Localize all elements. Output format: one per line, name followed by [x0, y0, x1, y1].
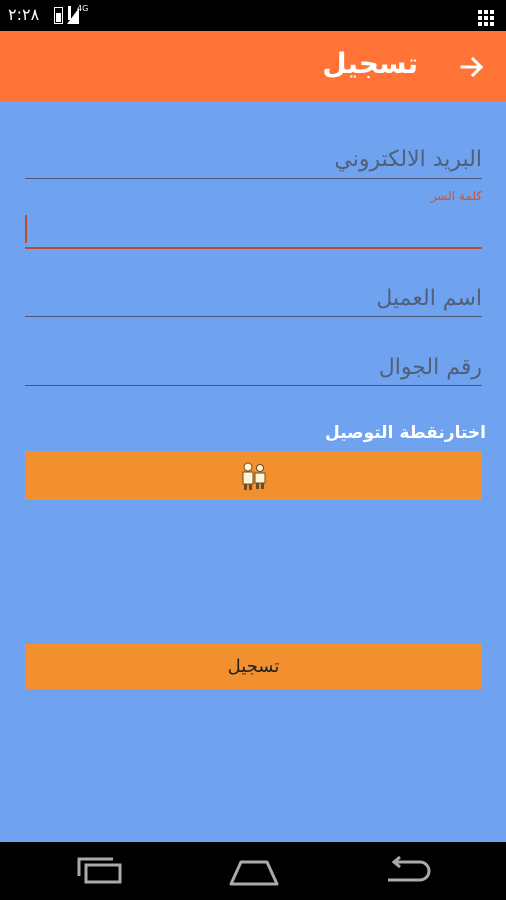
home-icon[interactable] [228, 854, 280, 888]
text-cursor [25, 215, 27, 243]
arrow-forward-icon[interactable] [456, 51, 488, 83]
customer-name-field[interactable] [25, 278, 482, 320]
navigation-bar [0, 842, 506, 900]
signal-icon [67, 4, 89, 24]
email-field[interactable] [25, 139, 482, 181]
registration-form [0, 101, 506, 842]
status-bar [0, 0, 506, 31]
email-placeholder: البريد الالكتروني [334, 147, 482, 172]
battery-icon [54, 7, 63, 24]
customer-name-underline [25, 316, 482, 317]
people-icon [239, 461, 269, 491]
page-title: تسجيل [322, 47, 418, 80]
overflow-menu-icon[interactable] [478, 10, 494, 26]
mobile-underline [25, 385, 482, 386]
delivery-point-label: اختارنقطة التوصيل [325, 423, 486, 443]
email-underline [25, 178, 482, 179]
status-time: ٢:٢٨ [8, 5, 40, 24]
pick-delivery-point-button[interactable] [25, 451, 482, 500]
back-icon[interactable] [382, 854, 434, 888]
customer-name-placeholder: اسم العميل [376, 286, 482, 311]
status-icons [54, 4, 89, 24]
recent-apps-icon[interactable] [74, 854, 126, 888]
register-button[interactable]: تسجيل [25, 644, 482, 689]
password-field[interactable] [25, 247, 482, 249]
network-type: 4G [77, 4, 89, 13]
password-label: كلمة السر [430, 189, 482, 203]
mobile-placeholder: رقم الجوال [378, 355, 482, 380]
mobile-field[interactable] [25, 347, 482, 389]
app-bar [0, 31, 506, 101]
